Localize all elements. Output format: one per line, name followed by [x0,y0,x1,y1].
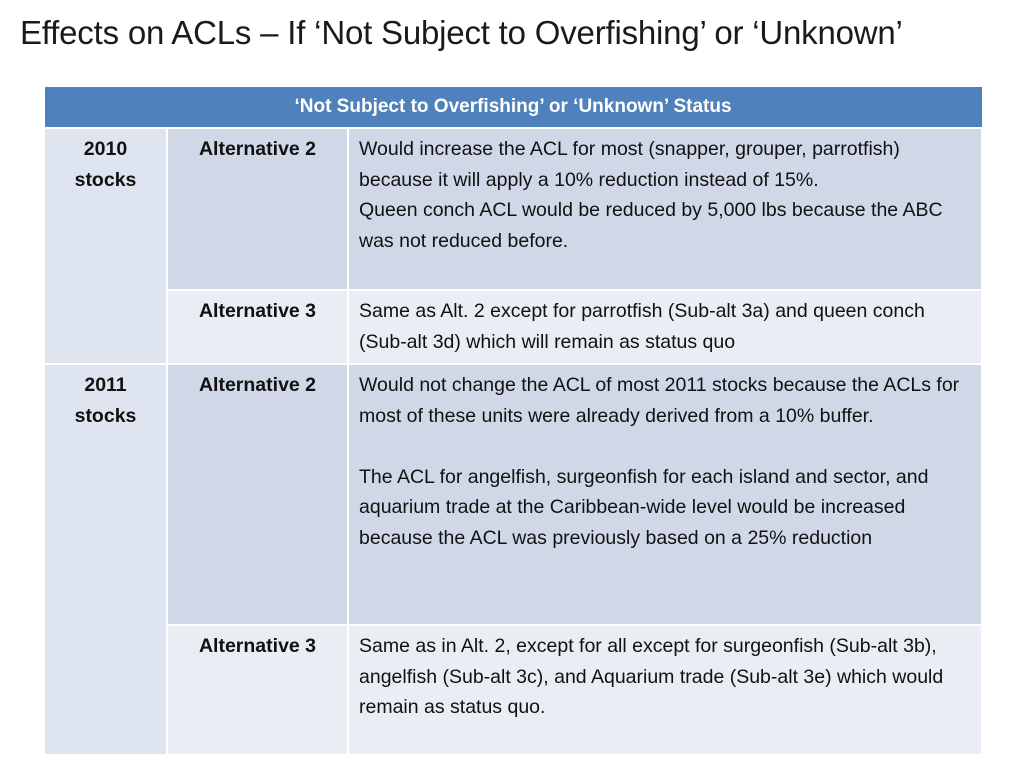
description-paragraph: Same as Alt. 2 except for parrotfish (Sub-alt 3a) and queen conch (Sub-alt 3d) which will remain as status quo [359,300,925,353]
alternative-label: Alternative 3 [167,625,348,755]
alternative-label: Alternative 2 [167,364,348,625]
table-row [44,364,982,625]
alternative-description [348,128,982,290]
description-paragraph: Would not change the ACL of most 2011 stocks because the ACLs for most of these units were already derived from a 10% buffer. [359,374,960,427]
description-paragraph: Queen conch ACL would be reduced by 5,000 lbs because the ABC was not reduced before. [359,199,943,252]
table-row [44,625,982,755]
stock-label: stocks [74,168,137,191]
slide-title: Effects on ACLs – If ‘Not Subject to Overfishing’ or ‘Unknown’ [20,14,903,51]
stock-year: 2010 [83,138,128,160]
stock-group-2011 [44,364,167,755]
description-paragraph: Would increase the ACL for most (snapper, grouper, parrotfish) because it will apply a 10% reduction instead of 15%. [359,138,900,191]
description-paragraph: The ACL for angelfish, surgeonfish for each island and sector, and aquarium trade at the Caribbean-wide level would be increased because the ACL was previously based on a 25% reduction [359,465,929,549]
alternative-description [348,625,982,755]
alternative-description [348,290,982,364]
paragraph-spacer [359,431,973,462]
alternative-label: Alternative 2 [167,128,348,290]
table-header: ‘Not Subject to Overfishing’ or ‘Unknown’ Status [44,87,982,129]
table-row [44,290,982,364]
alternative-description [348,364,982,625]
stock-year: 2011 [84,374,127,396]
description-paragraph: Same as in Alt. 2, except for all except for surgeonfish (Sub-alt 3b), angelfish (Sub-alt 3c), and Aquarium trade (Sub-alt 3e) which would remain as status quo. [359,635,944,718]
stock-group-2010 [44,128,167,364]
table-header-row [44,87,982,129]
table-row [44,128,982,290]
stock-label: stocks [74,404,137,427]
alternative-label: Alternative 3 [167,290,348,364]
acl-effects-table [43,86,983,756]
